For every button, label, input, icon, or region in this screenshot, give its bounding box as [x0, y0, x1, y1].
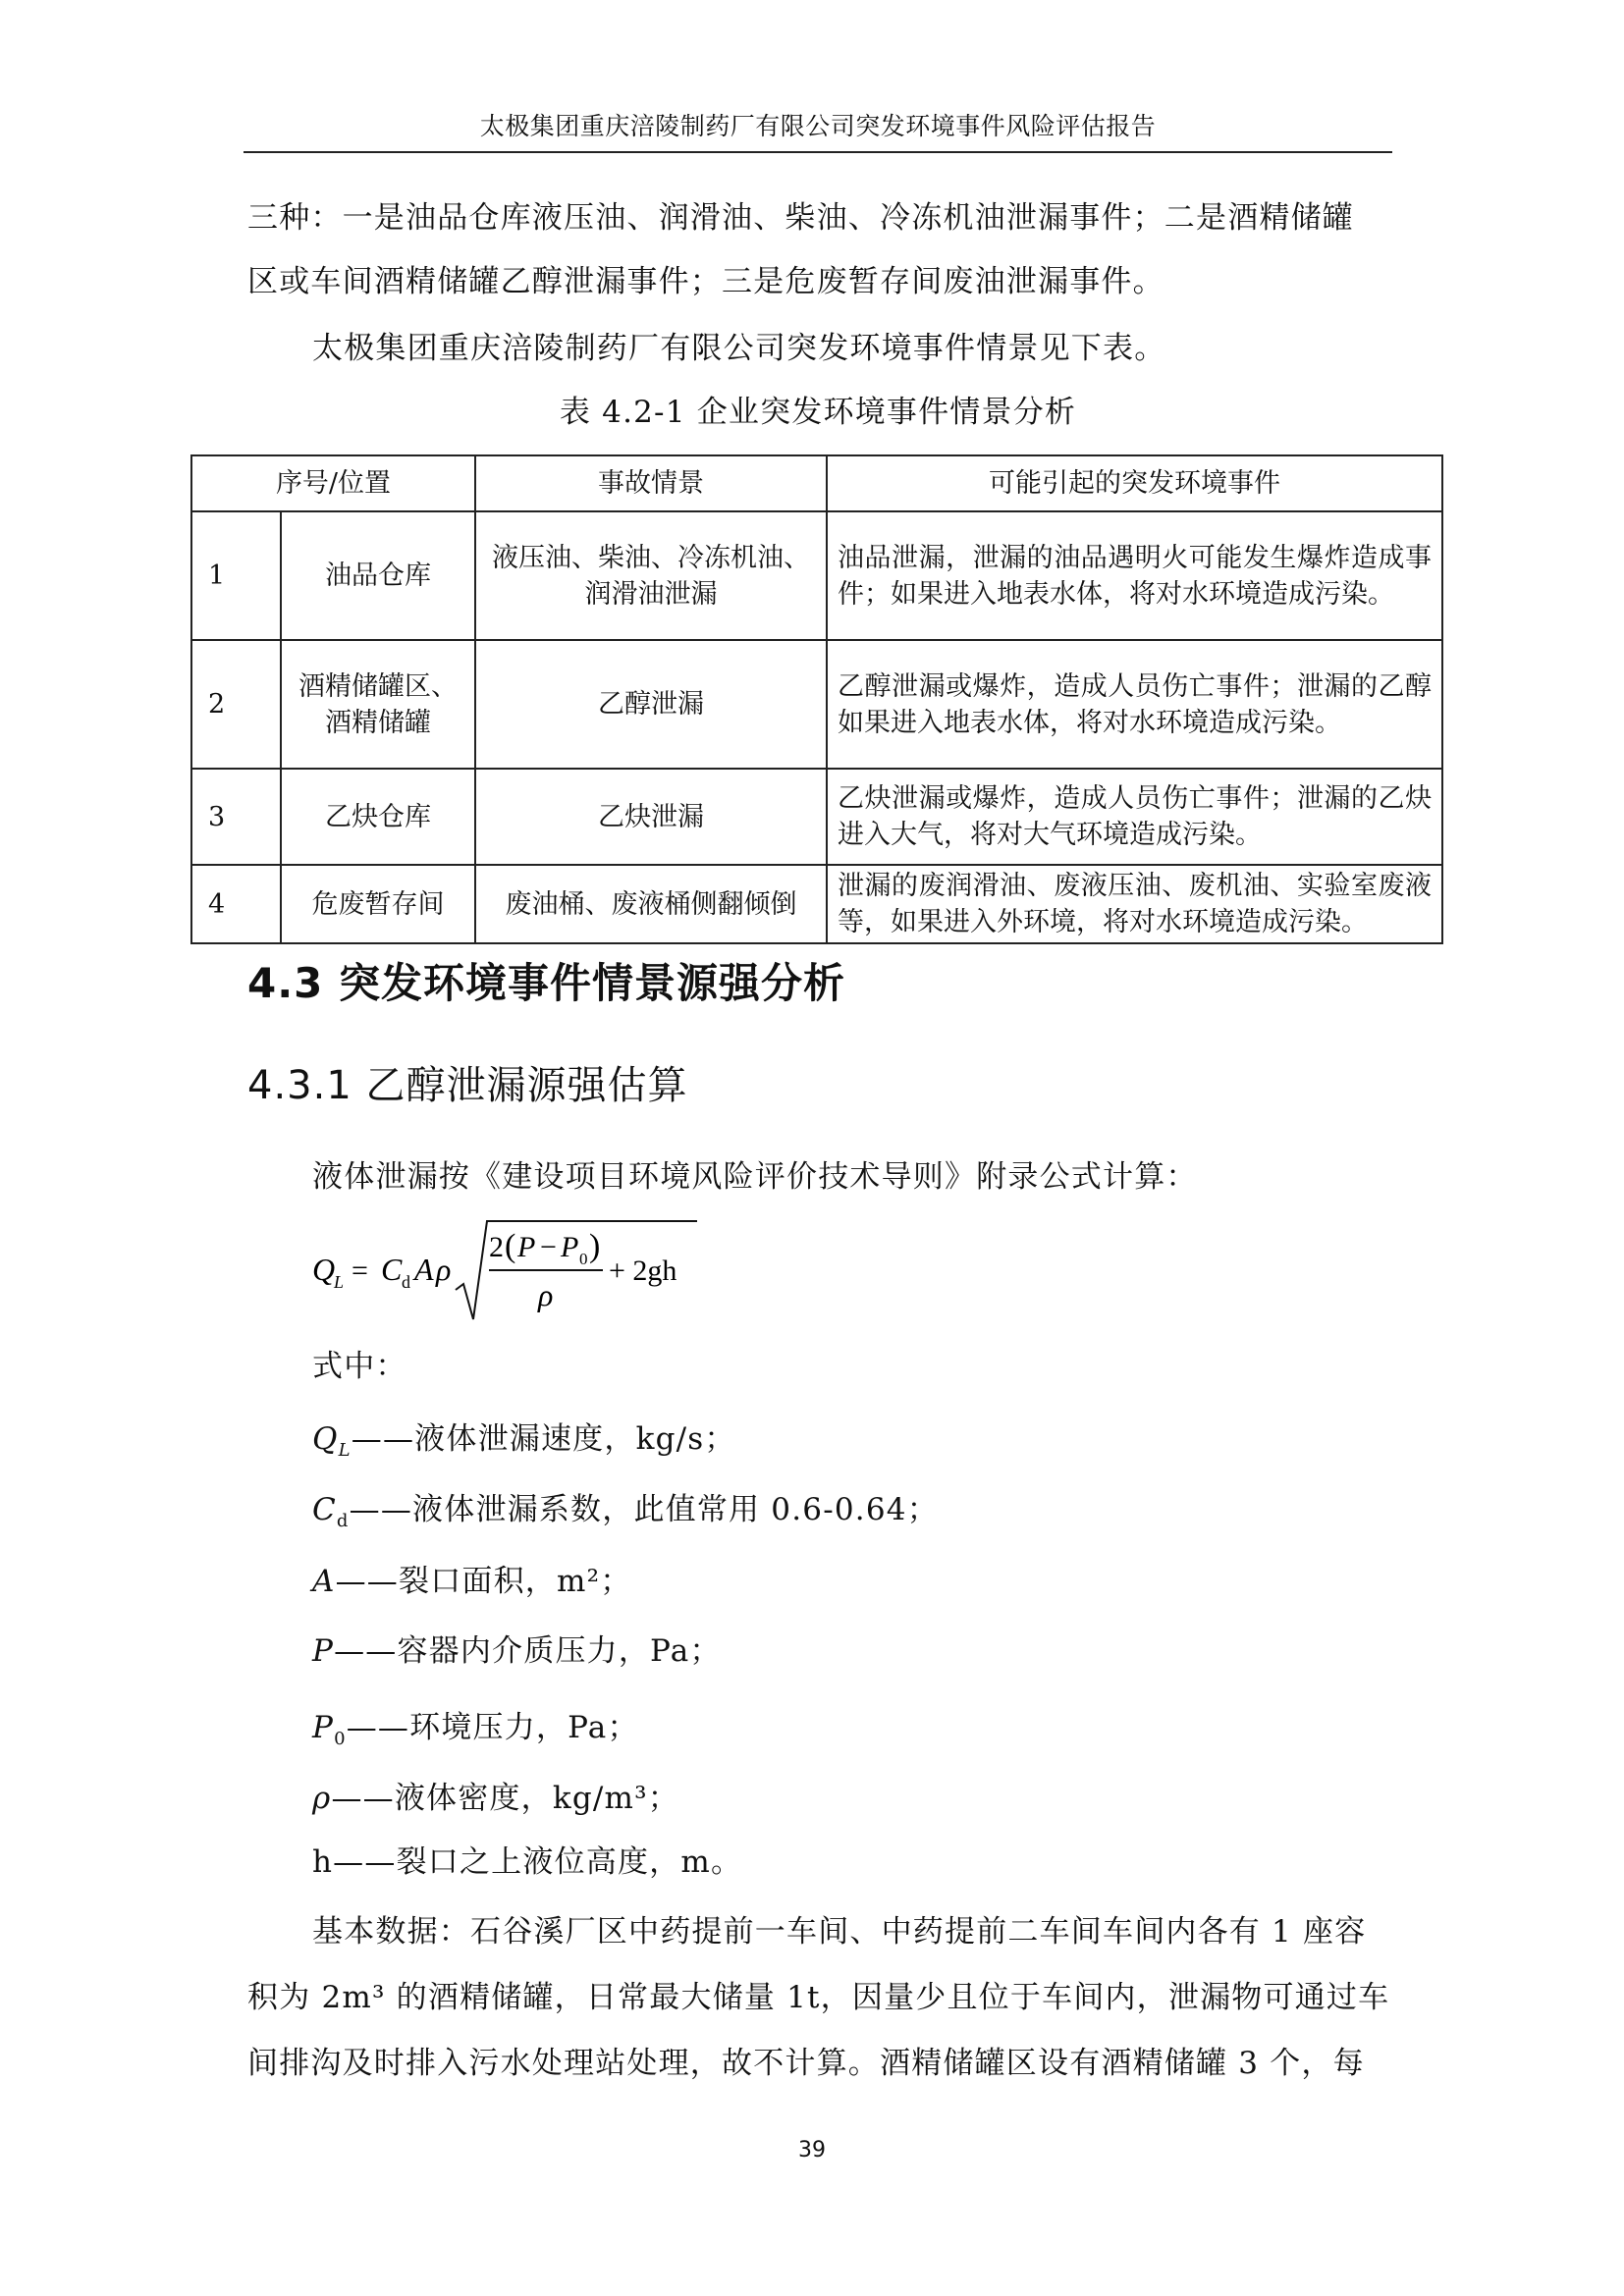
- row-location: 危废暂存间: [281, 865, 475, 943]
- formula-cd-sub: d: [402, 1272, 410, 1292]
- var-desc: ——液体泄漏速度，kg/s；: [351, 1421, 736, 1457]
- row-location: 乙炔仓库: [281, 769, 475, 865]
- var-desc: ——裂口之上液位高度，m。: [333, 1844, 743, 1880]
- var-symbol: ρ: [312, 1781, 332, 1816]
- row-number: 3: [191, 769, 281, 865]
- row-number: 2: [191, 640, 281, 769]
- row-event: 乙炔泄漏或爆炸，造成人员伤亡事件；泄漏的乙炔进入大气，将对大气环境造成污染。: [827, 769, 1442, 865]
- var-symbol: C: [312, 1492, 337, 1527]
- formula-cd: C: [381, 1252, 403, 1287]
- formula-plus-2gh: + 2gh: [609, 1255, 677, 1287]
- section-heading: 4.3 突发环境事件情景源强分析: [247, 959, 846, 1007]
- basic-data-line-1: 基本数据：石谷溪厂区中药提前一车间、中药提前二车间车间内各有 1 座容: [312, 1914, 1367, 1949]
- var-desc: ——容器内介质压力，Pa；: [334, 1633, 722, 1669]
- subsection-heading: 4.3.1 乙醇泄漏源强估算: [247, 1063, 688, 1108]
- formula-two: 2: [489, 1231, 504, 1263]
- row-event: 油品泄漏，泄漏的油品遇明火可能发生爆炸造成事件；如果进入地表水体，将对水环境造成污染。: [827, 511, 1442, 640]
- row-location: 油品仓库: [281, 511, 475, 640]
- var-h: [312, 1841, 1453, 1884]
- var-symbol: Q: [312, 1421, 339, 1457]
- formula-lparen: (: [505, 1228, 516, 1264]
- var-p0: [312, 1706, 1453, 1761]
- var-subscript: L: [338, 1440, 352, 1462]
- var-ql: [312, 1417, 1453, 1472]
- col-header-location: 序号/位置: [191, 455, 475, 511]
- var-desc: ——裂口面积，m²；: [335, 1564, 632, 1599]
- header-divider: [244, 151, 1392, 153]
- var-desc: ——环境压力，Pa；: [346, 1710, 639, 1745]
- table-row: [191, 511, 1442, 640]
- formula-minus: −: [540, 1231, 557, 1263]
- where-label: 式中：: [312, 1349, 407, 1384]
- var-symbol: A: [312, 1564, 336, 1599]
- row-event: 乙醇泄漏或爆炸，造成人员伤亡事件；泄漏的乙醇如果进入地表水体，将对水环境造成污染。: [827, 640, 1442, 769]
- formula-ql: Q: [312, 1252, 336, 1287]
- row-accident: 乙醇泄漏: [475, 640, 827, 769]
- var-symbol: P: [312, 1633, 335, 1669]
- intro-line-3: 太极集团重庆涪陵制药厂有限公司突发环境事件情景见下表。: [312, 331, 1166, 366]
- row-accident: 液压油、柴油、冷冻机油、润滑油泄漏: [475, 511, 827, 640]
- formula-ql-sub: L: [334, 1272, 345, 1292]
- col-header-event: 可能引起的突发环境事件: [827, 455, 1442, 511]
- intro-line-2: 区或车间酒精储罐乙醇泄漏事件；三是危废暂存间废油泄漏事件。: [247, 264, 1164, 299]
- var-subscript: 0: [334, 1729, 347, 1750]
- var-rho: [312, 1777, 1453, 1820]
- table-row: [191, 865, 1442, 943]
- var-desc: ——液体密度，kg/m³；: [331, 1781, 679, 1816]
- scenario-table: [190, 454, 1443, 944]
- basic-data-line-3: 间排沟及时排入污水处理站处理，故不计算。酒精储罐区设有酒精储罐 3 个，每: [247, 2046, 1365, 2081]
- row-number: 1: [191, 511, 281, 640]
- var-cd: [312, 1488, 1453, 1543]
- formula-a: A: [414, 1252, 434, 1287]
- var-p: [312, 1629, 1453, 1673]
- intro-line-1: 三种：一是油品仓库液压油、润滑油、柴油、冷冻机油泄漏事件；二是酒精储罐: [247, 200, 1354, 236]
- basic-data-line-2: 积为 2m³ 的酒精储罐，日常最大储量 1t，因量少且位于车间内，泄漏物可通过车: [247, 1980, 1390, 2015]
- formula-rho: ρ: [436, 1252, 452, 1287]
- row-accident: 废油桶、废液桶侧翻倾倒: [475, 865, 827, 943]
- var-symbol: P: [312, 1710, 335, 1745]
- formula-equals: =: [352, 1255, 368, 1287]
- row-accident: 乙炔泄漏: [475, 769, 827, 865]
- row-location: 酒精储罐区、酒精储罐: [281, 640, 475, 769]
- table-row: [191, 640, 1442, 769]
- page-header: 太极集团重庆涪陵制药厂有限公司突发环境事件风险评估报告: [479, 112, 1157, 140]
- var-symbol: h: [312, 1844, 334, 1880]
- row-event: 泄漏的废润滑油、废液压油、废机油、实验室废液等，如果进入外环境，将对水环境造成污染。: [827, 865, 1442, 943]
- leak-rate-formula: [312, 1209, 725, 1327]
- col-header-accident: 事故情景: [475, 455, 827, 511]
- var-subscript: d: [336, 1511, 350, 1532]
- formula-p0-sub: 0: [579, 1250, 588, 1268]
- formula-intro: 液体泄漏按《建设项目环境风险评价技术导则》附录公式计算：: [312, 1159, 1198, 1195]
- table-row: [191, 769, 1442, 865]
- var-a: [312, 1560, 1453, 1603]
- formula-p0: P: [561, 1231, 579, 1263]
- formula-rparen: ): [589, 1228, 601, 1264]
- table-header-row: [191, 455, 1442, 511]
- page-number: 39: [798, 2138, 826, 2163]
- row-number: 4: [191, 865, 281, 943]
- formula-p: P: [517, 1231, 536, 1263]
- formula-rho-den: ρ: [538, 1277, 554, 1312]
- var-desc: ——液体泄漏系数，此值常用 0.6-0.64；: [349, 1492, 939, 1527]
- table-caption: 表 4.2-1 企业突发环境事件情景分析: [559, 395, 1077, 430]
